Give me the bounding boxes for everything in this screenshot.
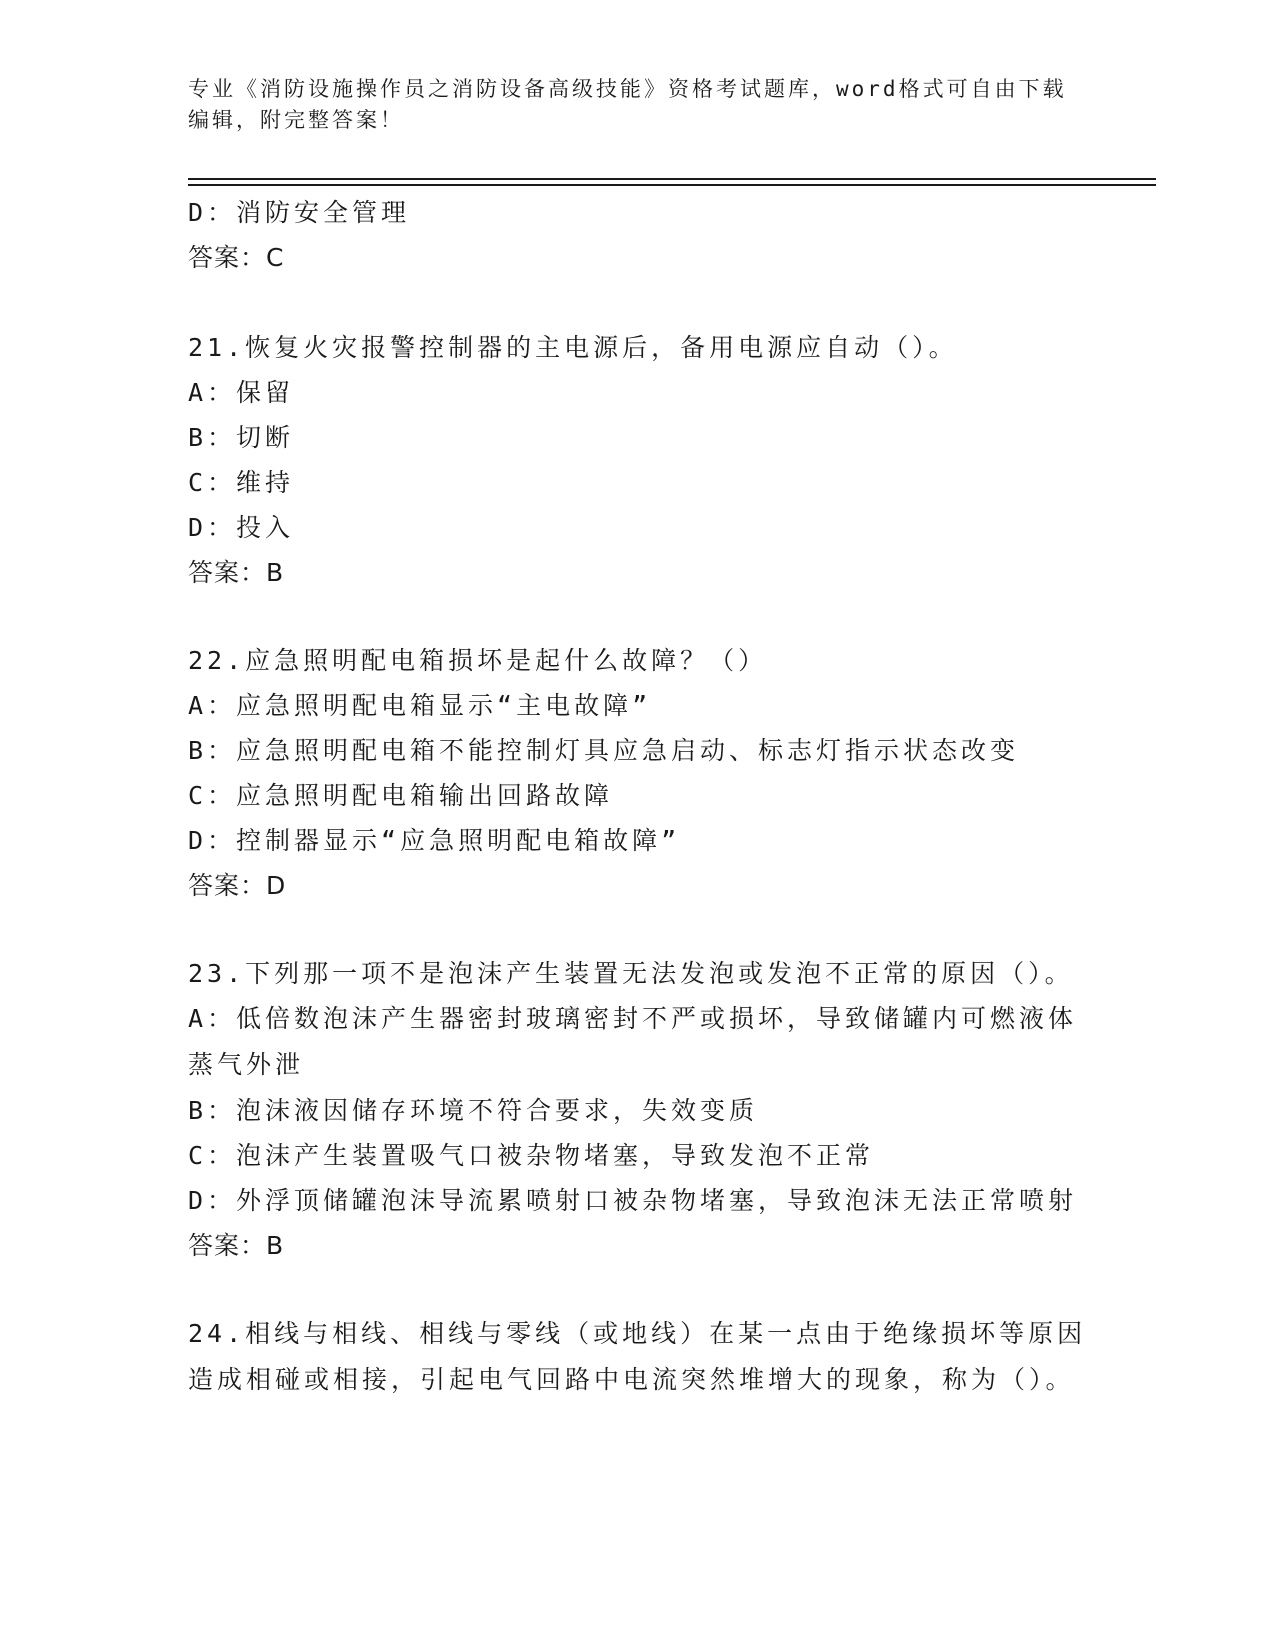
document-header: 专业《消防设施操作员之消防设备高级技能》资格考试题库，word格式可自由下载编辑，附完整答案！: [188, 77, 1067, 132]
option-d: D：控制器显示“应急照明配电箱故障”: [188, 826, 681, 855]
option-a: A：保留: [188, 378, 295, 407]
header-rule-top: [188, 178, 1156, 180]
question-21: [188, 325, 1088, 596]
option-d: D：投入: [188, 513, 295, 542]
question-stem: 23.下列那一项不是泡沫产生装置无法发泡或发泡不正常的原因（）。: [188, 959, 1074, 988]
prev-question-option-d: D：消防安全管理: [188, 198, 411, 227]
option-b: B：应急照明配电箱不能控制灯具应急启动、标志灯指示状态改变: [188, 736, 1020, 765]
option-c: C：泡沫产生装置吸气口被杂物堵塞，导致发泡不正常: [188, 1141, 875, 1170]
question-answer: 答案：B: [188, 1231, 285, 1260]
question-24: [188, 1311, 1088, 1403]
question-answer: 答案：B: [188, 558, 285, 587]
option-b: B：切断: [188, 423, 295, 452]
option-a: A：应急照明配电箱显示“主电故障”: [188, 691, 652, 720]
question-stem: 21.恢复火灾报警控制器的主电源后，备用电源应自动（）。: [188, 333, 958, 362]
question-stem: 22.应急照明配电箱损坏是起什么故障？（）: [188, 646, 768, 675]
option-a: A：低倍数泡沫产生器密封玻璃密封不严或损坏，导致储罐内可燃液体蒸气外泄: [188, 1004, 1078, 1079]
question-content: [188, 190, 1088, 1403]
question-answer: 答案：D: [188, 871, 287, 900]
option-b: B：泡沫液因储存环境不符合要求，失效变质: [188, 1096, 759, 1125]
option-d: D：外浮顶储罐泡沫导流累喷射口被杂物堵塞，导致泡沫无法正常喷射: [188, 1186, 1078, 1215]
prev-question-answer: 答案：C: [188, 243, 285, 272]
option-c: C：维持: [188, 468, 295, 497]
question-22: [188, 638, 1088, 909]
question-stem: 24.相线与相线、相线与零线（或地线）在某一点由于绝缘损坏等原因造成相碰或相接，引起电气回路中电流突然堆增大的现象，称为（）。: [188, 1319, 1087, 1394]
question-23: [188, 951, 1088, 1269]
option-c: C：应急照明配电箱输出回路故障: [188, 781, 614, 810]
header-rule-bottom: [188, 184, 1156, 186]
